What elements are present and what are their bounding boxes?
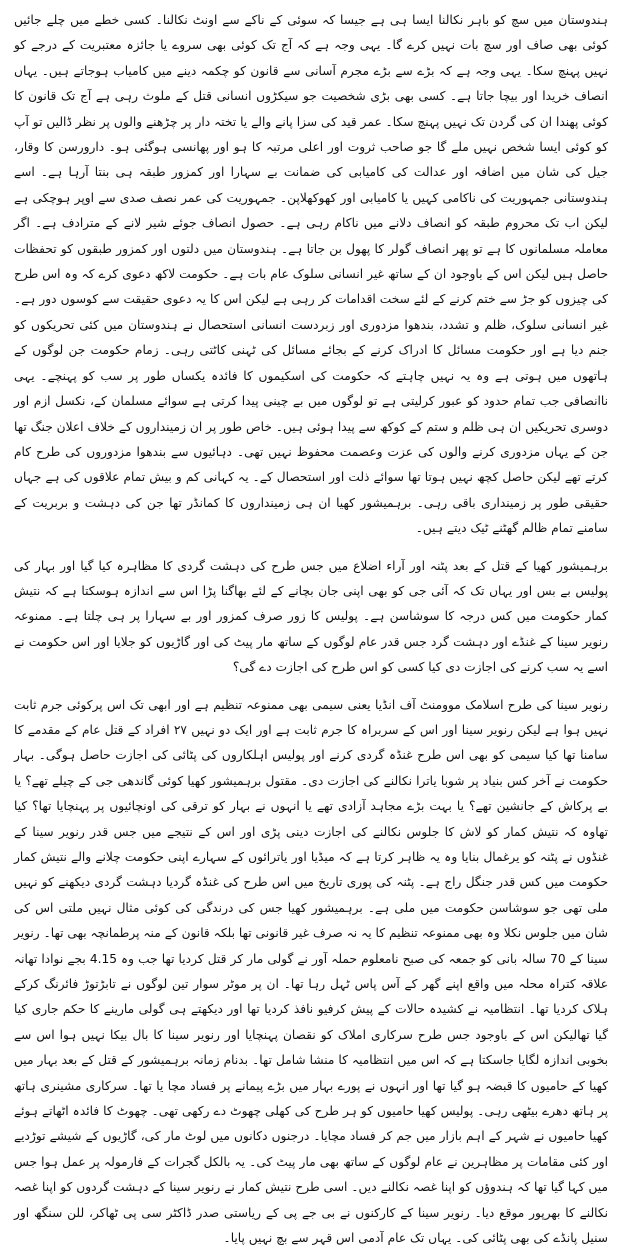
article-paragraph-3: رنویر سینا کی طرح اسلامک موومنٹ آف انڈیا یعنی سیمی بھی ممنوعہ تنظیم ہے اور ابھی تک اس پرکوئی جرم ثابت نہیں ہوا ہے لیکن رنویر سینا اور اس کے سربراہ کا جرم ثابت ہے اور ایک دو نہیں ۲۷ افراد کے قتل عام کے مقدمے کا سامنا تھا کیا سیمی کو بھی اس طرح غنڈہ گردی کرنے اور پولیس اہلکاروں کی پٹائی کی اجازت حاصل ہوگی۔ بہار حکومت نے آخر کس بنیاد پر شوبا یاترا نکالنے کی اجازت دی۔ مقتول برہمیشور کھیا کوئی گاندھی جی کے چیلے تھے؟ یا بے پرکاش کے جانشین تھے؟ یا بہت بڑے مجاہد آزادی تھے یا انہوں نے بہار کو ترقی کی اونچائیوں پر پہنچایا تھا؟ کیا تھاوہ کہ نتیش کمار کو لاش کا جلوس نکالنے کی اجازت دینی پڑی اور اس کے نتیجے میں جس قدر رنویر سینا کے غنڈوں نے پٹنہ کو یرغمال بنایا وہ یہ ظاہر کرتا ہے کہ میڈیا اور یاترائوں کے سہارے اپنی حکومت چلانے والے نتیش کمار حکومت میں کس قدر جنگل راج ہے۔ پٹنہ کی پوری تاریخ میں اس طرح کی غنڈہ گردیا دہشت گردی دیکھنے کو نہیں ملی تھی جو سوشاسن حکومت میں ملی ہے۔ برہمیشور کھیا جس کی درندگی کی کوئی مثال نہیں ملتی اس کی شان میں جلوس نکلا وہ بھی ممنوعہ تنظیم کا یہ نہ صرف غیر قانونی تھا بلکہ قانون کے منہ پرطمانچہ بھی تھا۔ رنویر سینا کے 70 سالہ بانی کو جمعہ کی صبح نامعلوم حملہ آور نے گولی مار کر قتل کردیا تھا جب وہ 4.15 بجے نوادا تھانہ علاقہ کتراہ محلہ میں واقع اپنے گھر کے آس پاس ٹہل رہا تھا۔ ان پر موٹر سوار تین لوگوں نے تابڑتوڑ فائرنگ کرکے ہلاک کردیا تھا۔ انتظامیہ نے کشیدہ حالات کے پیش کرفیو نافذ کردیا تھا اور دیکھتے ہی گولی مارینے کا حکم جاری کیا گیا تھالیکن اس کے باوجود جس طرح سرکاری املاک کو نقصان پہنچایا اور رنویر سینا کا بال بیکا نہیں ہوا اس سے بخوبی اندازہ لگایا جاسکتا ہے کہ اس میں انتظامیہ کا منشا شامل تھا۔ بدنام زمانہ برہمیشور کے قتل کے بعد بہار میں کھیا کے حامیوں کا قبضہ ہو گیا تھا اور انہوں نے پورے بہار میں بڑے پیمانے پر فساد مچا یا تھا۔ سرکاری مشینری ہاتھ پر ہاتھ دھرے بیٹھی رہی۔ پولیس کھیا حامیوں کو ہر طرح کی کھلی چھوٹ دے رکھی تھی۔ چھوٹ کا فائدہ اٹھاتے ہوئے کھیا حامیوں نے شہر کے اہم بازار میں جم کر فساد مچایا۔ درجنوں دکانوں میں لوٹ مار کی، گاڑیوں کے شیشے توڑدیے اور کئی مقامات پر مظاہرین نے عام لوگوں کے ساتھ بھی مار پیٹ کی۔ یہ بالکل گجرات کے فارمولہ پر عمل ہوا جس میں کہا گیا تھا کہ ہندوؤں کو اپنا غصہ نکالنے دیں۔ اسی طرح نتیش کمار نے رنویر سینا کے دہشت گردوں کو اپنا غصہ نکالنے کا بھرپور موقع دیا۔ رنویر سینا کے کارکنوں نے بی جے پی کے ریاستی صدر ڈاکٹر سی پی ٹھاکر، للن سنگھ اور سنیل پانڈے کی بھی پٹائی کی۔ یہاں تک عام آدمی اس قہر سے بچ نہیں پایا۔ — [14, 697, 608, 1246]
article-paragraph-1: ہندوستان میں سچ کو باہر نکالنا ایسا ہی ہے جیسا کہ سوئی کے ناکے سے اونٹ نکالنا۔ کسی خطے میں چلے جائیں کوئی بھی صاف اور سچ بات نہیں کرے گا۔ یہی وجہ ہے کہ آج تک کوئی بھی سروے یا جائزہ معتبریت کے درجے کو نہیں پہنچ سکا۔ یہی وجہ ہے کہ بڑے سے بڑے مجرم آسانی سے قانون کو چکمہ دینے میں کامیاب ہوجاتے ہیں۔ یہاں انصاف خریدا اور بیچا جاتا ہے۔ کسی بھی بڑی شخصیت جو سیکڑوں انسانی قتل کے ملوث رہی ہے آج تک قانون کا کوئی پھندا ان کی گردن تک نہیں پہنچ سکا۔ عمر قید کی سزا پانے والے یا تختہ دار پر چڑھنے والوں پر نظر ڈالیں تو آپ کو کوئی ایسا شخص نہیں ملے گا جو صاحب ثروت اور اعلی مرتبہ کا ہو اور پھانسی ہوگئی ہو۔ دارورسن کا وقار، جیل کی شان میں اضافہ اور عدالت کی کامیابی کی ضمانت بے سہارا اور کمزور طبقہ ہی بنتا آرہا ہے۔ اسے ہندوستانی جمہوریت کی ناکامی کہیں یا کامیابی اور کھوکھلاپن۔ جمہوریت کی عمر نصف صدی سے اوپر ہوچکی ہے لیکن اب تک محروم طبقہ کو انصاف دلانے میں ناکام رہی ہے۔ حصول انصاف جوئے شیر لانے کے مترادف ہے۔ اگر معاملہ مسلمانوں کا ہے تو پھر انصاف گولر کا پھول بن جاتا ہے۔ ہندوستان میں دلتوں اور کمزور طبقوں کو تحفظات حاصل ہیں لیکن اس کے باوجود ان کے ساتھ غیر انسانی سلوک عام بات ہے۔ حکومت لاکھ دعوی کرے کہ وہ اس طرح کی چیزوں کو جڑ سے ختم کرنے کے لئے سخت اقدامات کر رہی ہے لیکن اس کا یہ دعوی حقیقت سے کوسوں دور ہے۔ غیر انسانی سلوک، ظلم و تشدد، بندھوا مزدوری اور زبردست انسانی استحصال نے ہندوستان میں کئی تحریکوں کو جنم دیا ہے اور حکومت مسائل کا ادراک کرنے کے بجائے مسائل کی ٹہنی کاٹتی رہی۔ زمام حکومت جن لوگوں کے ہاتھوں میں ہوتی ہے وہ یہ نہیں چاہتے کہ حکومت کی اسکیموں کا فائدہ یکساں طور پر سب کو پہنچے۔ یہی ناانصافی جب تمام حدود کو عبور کرلیتی ہے تو لوگوں میں بے چینی پیدا کرتی ہے سوائے مسلمان کے، نکسل ازم اور دوسری تحریکیں ان ہی ظلم و ستم کے کوکھ سے پیدا ہوئی ہیں۔ خاص طور پر ان زمینداروں کے خلاف اعلان جنگ تھا جن کے یہاں مزدوری کرنے والوں کی عزت وعصمت محفوظ نہیں تھی۔ دہائیوں سے بندھوا مزدوروں کی طرح کام کرتے تھے لیکن حاصل کچھ نہیں ہوتا تھا سوائے ذلت اور استحصال کے۔ یہ کہانی کم و بیش تمام علاقوں کی ہے جہاں حقیقی طور پر زمینداری باقی رہی۔ برہمیشور کھیا ان ہی زمینداروں کا کمانڈر تھا جن کی دہشت و بربریت کے سامنے تمام ظالم گھٹنے ٹیک دیتے ہیں۔ — [14, 13, 608, 536]
article-paragraph-2: برہمیشور کھیا کے قتل کے بعد پٹنہ اور آراء اضلاع میں جس طرح کی دہشت گردی کا مظاہرہ کیا گیا اور بہار کی پولیس بے بس اور یہاں تک کہ آئی جی کو بھی اپنی جان بچانے کے لئے بھاگنا پڑا اس سے اندازہ ہوسکتا ہے کہ نتیش کمار حکومت میں کس درجہ کا سوشاسن ہے۔ پولیس کا زور صرف کمزور اور بے سہارا پر ہی چلتا ہے۔ ممنوعہ رنویر سینا کے غنڈے اور دہشت گرد جس قدر عام لوگوں کے ساتھ مار پیٹ کی اور گاڑیوں کو جلایا اور اس حکومت نے اسے یہ سب کرنے کی اجازت دی کیا کسی کو اس طرح کی اجازت دے گی؟ — [14, 558, 608, 675]
